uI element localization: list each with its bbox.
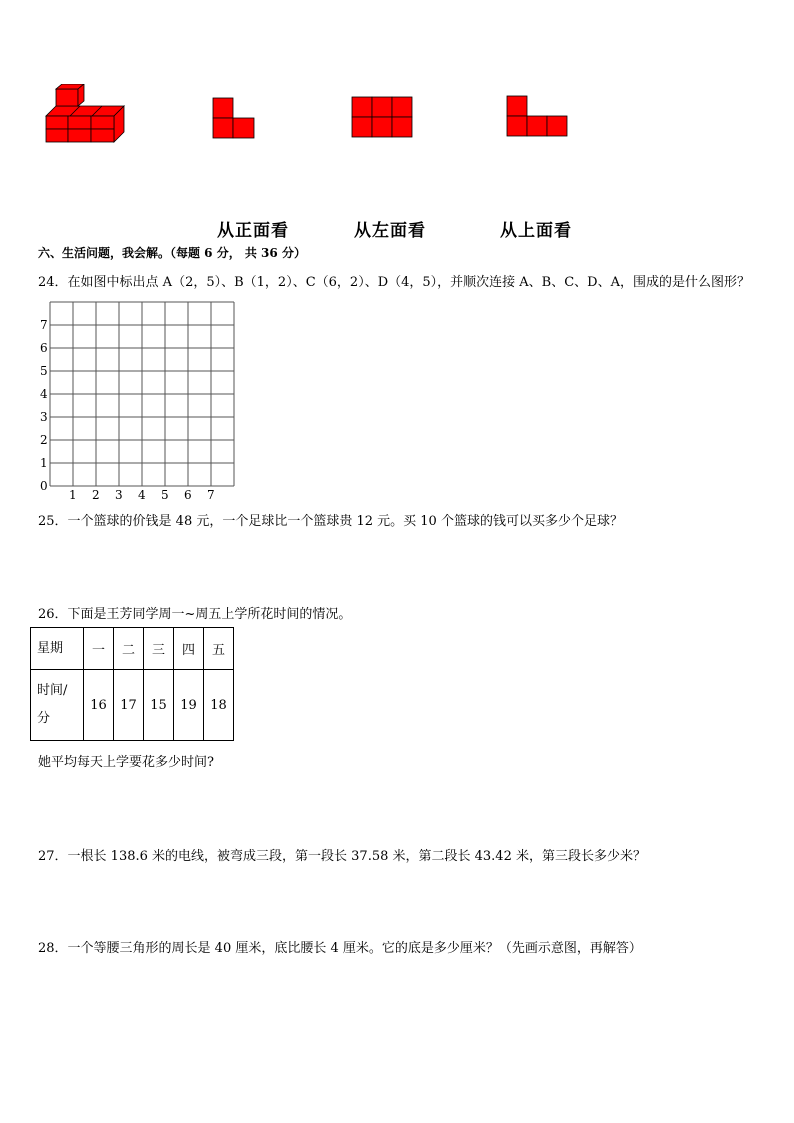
x-tick-label: 0 <box>40 479 48 493</box>
top-view-figure <box>506 95 568 137</box>
front-view-label: 从正面看 <box>217 221 289 241</box>
y-tick-label: 2 <box>40 433 48 447</box>
x-tick-label: 4 <box>138 488 146 502</box>
y-tick-label: 7 <box>40 318 48 332</box>
time-cell: 15 <box>144 670 174 741</box>
time-cell: 17 <box>114 670 144 741</box>
y-tick-label: 6 <box>40 341 48 355</box>
x-tick-label: 1 <box>69 488 77 502</box>
question-27: 27．一根长 138.6 米的电线，被弯成三段，第一段长 37.58 米，第二段长 43.42 米，第三段长多少米？ <box>38 849 646 864</box>
x-tick-label: 5 <box>161 488 169 502</box>
day-cell: 二 <box>114 628 144 670</box>
section-title: 六、生活问题，我会解。（每题 6 分， 共 36 分） <box>38 246 306 260</box>
question-25: 25．一个篮球的价钱是 48 元，一个足球比一个篮球贵 12 元。买 10 个篮球的钱可以买多少个足球？ <box>38 514 623 529</box>
cube-solid-figure <box>44 84 128 146</box>
x-tick-label: 7 <box>207 488 215 502</box>
time-header <box>31 670 84 741</box>
day-cell: 一 <box>84 628 114 670</box>
left-view-figure <box>351 96 414 138</box>
left-view-label: 从左面看 <box>354 221 426 241</box>
question-24: 24．在如图中标出点 A（2，5）、B（1，2）、C（6，2）、D（4，5），并顺次连接 A、B、C、D、A，围成的是什么图形？ <box>38 275 750 290</box>
day-cell: 五 <box>204 628 234 670</box>
y-tick-label: 3 <box>40 410 48 424</box>
time-cell: 19 <box>174 670 204 741</box>
question-28: 28．一个等腰三角形的周长是 40 厘米，底比腰长 4 厘米。它的底是多少厘米？（先画示意图，再解答） <box>38 941 642 956</box>
day-cell: 四 <box>174 628 204 670</box>
x-tick-label: 6 <box>184 488 192 502</box>
y-tick-label: 5 <box>40 364 48 378</box>
coordinate-grid <box>36 300 240 502</box>
question-26: 26．下面是王芳同学周一~周五上学所花时间的情况。 <box>38 607 352 622</box>
time-header-line1: 时间/ <box>37 683 68 698</box>
time-header-line2: 分 <box>37 711 51 726</box>
time-cell: 18 <box>204 670 234 741</box>
top-view-label: 从上面看 <box>500 221 572 241</box>
y-tick-label: 4 <box>40 387 48 401</box>
time-cell: 16 <box>84 670 114 741</box>
x-tick-label: 2 <box>92 488 100 502</box>
question-26-ask: 她平均每天上学要花多少时间? <box>38 755 214 770</box>
front-view-figure <box>212 97 256 139</box>
x-tick-label: 3 <box>115 488 123 502</box>
time-table <box>30 627 234 741</box>
y-tick-label: 1 <box>40 456 48 470</box>
day-cell: 三 <box>144 628 174 670</box>
weekday-header: 星期 <box>31 628 84 670</box>
